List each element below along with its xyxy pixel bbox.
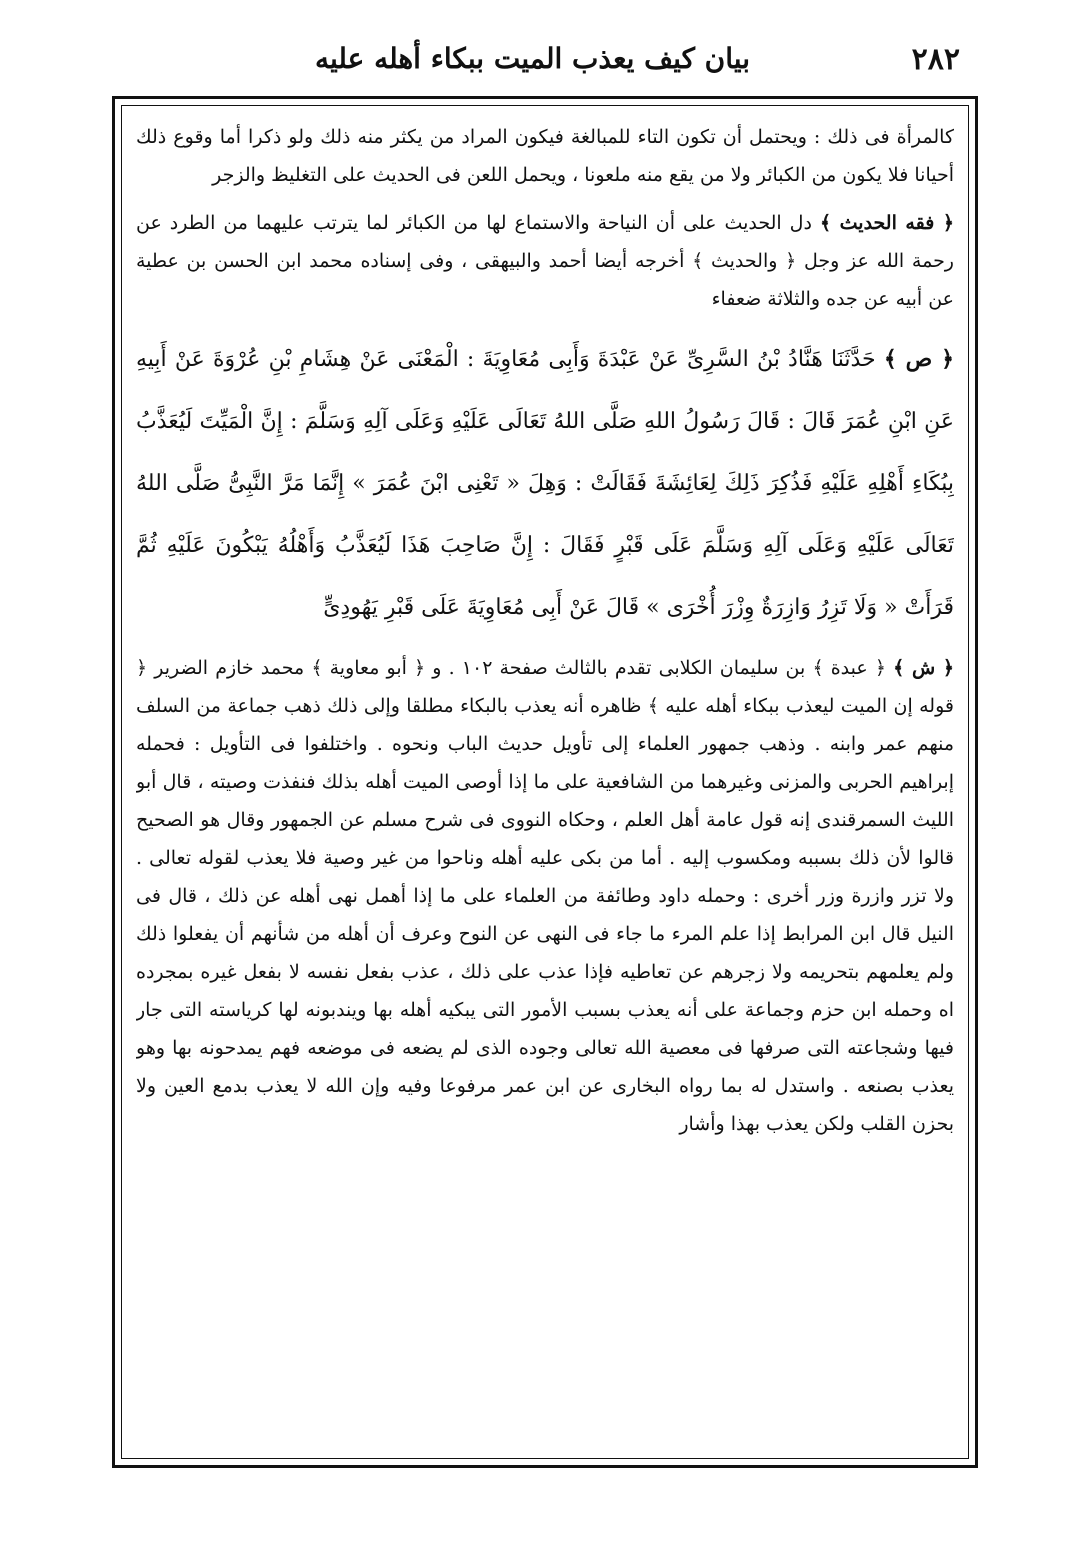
section-label: ﴿ ش ﴾: [893, 657, 954, 679]
paragraph-hadith: [136, 328, 954, 639]
paragraph-commentary: [136, 649, 954, 1143]
page-body: [136, 118, 954, 1448]
page-number: ٢٨٢: [911, 42, 960, 77]
paragraph-text: حَدَّثَنَا هَنَّادُ بْنُ السَّرِىِّ عَنْ عَبْدَةَ وَأَبِى مُعَاوِيَةَ : الْمَعْنَى عَنْ هِشَامِ بْنِ عُرْوَةَ عَنْ أَبِيهِ عَنِ ابْنِ عُمَرَ قَالَ : قَالَ رَسُولُ اللهِ صَلَّى اللهُ تَعَالَى عَلَيْهِ وَعَلَى آلِهِ وَسَلَّمَ : إِنَّ الْمَيِّتَ لَيُعَذَّبُ بِبُكَاءِ أَهْلِهِ عَلَيْهِ فَذُكِرَ ذَلِكَ لِعَائِشَةَ فَقَالَتْ : وَهِلَ « تَعْنِى ابْنَ عُمَرَ » إِنَّمَا مَرَّ النَّبِىُّ صَلَّى اللهُ تَعَالَى عَلَيْهِ وَعَلَى آلِهِ وَسَلَّمَ عَلَى قَبْرٍ فَقَالَ : إِنَّ صَاحِبَ هَذَا لَيُعَذَّبُ وَأَهْلُهُ يَبْكُونَ عَلَيْهِ ثُمَّ قَرَأَتْ « وَلَا تَزِرُ وَازِرَةٌ وِزْرَ أُخْرَى » قَالَ عَنْ أَبِى مُعَاوِيَةَ عَلَى قَبْرِ يَهُودِىٍّ: [136, 347, 954, 620]
section-label: ﴿ ص ﴾: [883, 346, 954, 372]
page-header: [130, 38, 960, 88]
running-title: بيان كيف يعذب الميت ببكاء أهله عليه: [314, 42, 750, 75]
paragraph-text: كالمرأة فى ذلك : ويحتمل أن تكون التاء للمبالغة فيكون المراد من يكثر منه ذلك ولو ذكرا أما وقوع ذلك أحيانا فلا يكون من الكبائر ولا من يقع منه ملعونا ، ويحمل اللعن فى الحديث على التغليظ والزجر: [136, 126, 954, 186]
paragraph-fiqh: [136, 204, 954, 318]
section-label: ﴿ فقه الحديث ﴾: [819, 212, 954, 234]
paragraph-text: ﴿ عبدة ﴾ بن سليمان الكلابى تقدم بالثالث صفحة ١٠٢ . و ﴿ أبو معاوية ﴾ محمد خازم الضرير ﴿ قوله إن الميت ليعذب ببكاء أهله عليه ﴾ ظاهره أنه يعذب بالبكاء مطلقا وإلى ذلك ذهب جماعة من السلف منهم عمر وابنه . وذهب جمهور العلماء إلى تأويل حديث الباب ونحوه . واختلفوا فى التأويل : فحمله إبراهيم الحربى والمزنى وغيرهما من الشافعية على ما إذا أوصى الميت أهله بذلك فنفذت وصيته ، قال أبو الليث السمرقندى إنه قول عامة أهل العلم ، وحكاه النووى فى شرح مسلم عن الجمهور وقال هو الصحيح قالوا لأن ذلك بسببه ومكسوب إليه . أما من بكى عليه أهله وناحوا من غير وصية فلا يعذب لقوله تعالى . ولا تزر وازرة وزر أخرى : وحمله داود وطائفة من العلماء على ما إذا أهمل نهى أهله عن ذلك ، قال فى النيل قال ابن المرابط إذا علم المرء ما جاء فى النهى عن النوح وعرف أن أهله من شأنهم أن يفعلوا ذلك ولم يعلمهم بتحريمه ولا زجرهم عن تعاطيه فإذا عذب على ذلك ، عذب بفعل نفسه لا بفعل غيره بمجرده اه وحمله ابن حزم وجماعة على أنه يعذب بسبب الأمور التى يبكيه أهله بها ويندبونه لها كرياسته التى جار فيها وشجاعته التى صرفها فى معصية الله تعالى وجوده الذى لم يضعه فى موضعه فهم يمدحونه بها وهو يعذب بصنعه . واستدل له بما رواه البخارى عن ابن عمر مرفوعا وفيه وإن الله لا يعذب بدمع العين ولا بحزن القلب ولكن يعذب بهذا وأشار: [136, 657, 954, 1135]
paragraph-continuation: [136, 118, 954, 194]
paragraph-text: دل الحديث على أن النياحة والاستماع لها من الكبائر لما يترتب عليهما من الطرد عن رحمة الله عز وجل ﴿ والحديث ﴾ أخرجه أيضا أحمد والبيهقى ، وفى إسناده محمد ابن الحسن بن عطية عن أبيه عن جده والثلاثة ضعفاء: [136, 212, 954, 310]
